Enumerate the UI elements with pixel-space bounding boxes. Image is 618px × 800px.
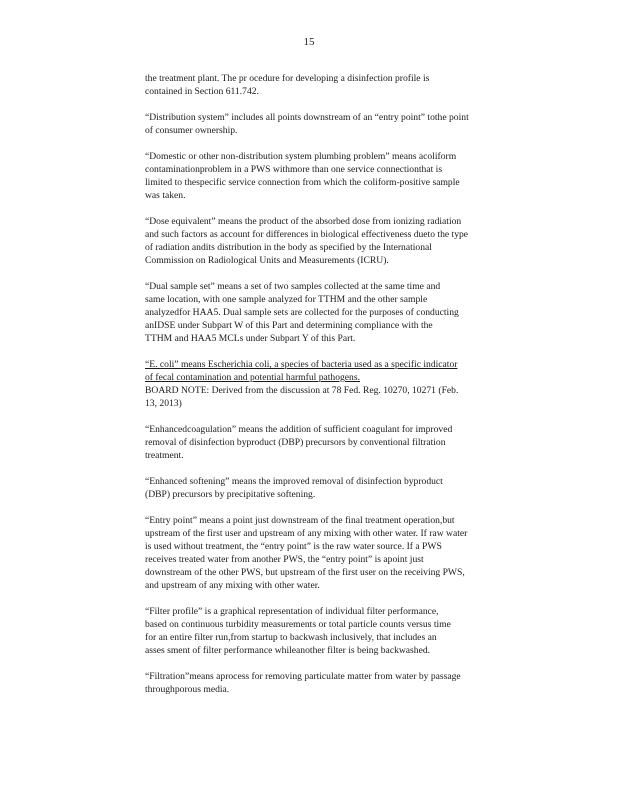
text-line: is used without treatment, the “entry point” is the raw water source. If a PWS (145, 541, 442, 552)
text-line: “Domestic or other non-distribution system plumbing problem” means acoliform (145, 151, 457, 162)
board-note-line: 13, 2013) (145, 398, 182, 409)
definition-distribution-system (145, 111, 547, 137)
definition-dual-sample-set (145, 280, 547, 345)
text-line: contaminationproblem in a PWS withmore than one service connectionthat is (145, 164, 443, 175)
definition-dose-equivalent (145, 215, 547, 267)
document-body (145, 72, 547, 709)
text-line: “Enhancedcoagulation” means the addition of sufficient coagulant for improved (145, 424, 453, 435)
text-line: same location, with one sample analyzed for TTHM and the other sample (145, 294, 428, 305)
definition-enhanced-softening (145, 475, 547, 501)
definition-entry-point (145, 514, 547, 592)
board-note-line: BOARD NOTE: Derived from the discussion at 78 Fed. Reg. 10270, 10271 (Feb. (145, 385, 459, 396)
underlined-text-line: of fecal contamination and potential harmful pathogens. (145, 372, 360, 383)
text-line: TTHM and HAA5 MCLs under Subpart Y of this Part. (145, 333, 356, 344)
text-line: asses sment of filter performance whileanother filter is being backwashed. (145, 645, 431, 656)
definition-filtration (145, 670, 547, 696)
text-line: the treatment plant. The pr ocedure for developing a disinfection profile is (145, 73, 430, 84)
definition-domestic-plumbing-problem (145, 150, 547, 202)
text-line: upstream of the first user and upstream of any mixing with other water. If raw water (145, 528, 468, 539)
text-line: for an entire filter run,from startup to backwash inclusively, that includes an (145, 632, 437, 643)
text-line: based on continuous turbidity measurements or total particle counts versus time (145, 619, 451, 630)
text-line: throughporous media. (145, 684, 230, 695)
text-line: and such factors as account for differences in biological effectiveness dueto the type (145, 229, 469, 240)
text-line: “Entry point” means a point just downstream of the final treatment operation,but (145, 515, 455, 526)
text-line: removal of disinfection byproduct (DBP) precursors by conventional filtration (145, 437, 446, 448)
text-line: “Dose equivalent” means the product of the absorbed dose from ionizing radiation (145, 216, 462, 227)
text-line: “Dual sample set” means a set of two samples collected at the same time and (145, 281, 441, 292)
text-line: and upstream of any mixing with other water. (145, 580, 320, 591)
text-line: contained in Section 611.742. (145, 86, 259, 97)
text-line: analyzedfor HAA5. Dual sample sets are collected for the purposes of conducting (145, 307, 459, 318)
text-line: Commission on Radiological Units and Measurements (ICRU). (145, 255, 389, 266)
text-line: (DBP) precursors by precipitative softening. (145, 489, 316, 500)
text-line: of radiation andits distribution in the body as specified by the International (145, 242, 432, 253)
text-line: “Enhanced softening” means the improved removal of disinfection byproduct (145, 476, 443, 487)
text-line: “Filtration”means aprocess for removing particulate matter from water by passage (145, 671, 461, 682)
paragraph-disinfection-profile-continuation (145, 72, 547, 98)
text-line: downstream of the other PWS, but upstream of the first user on the receiving PWS, (145, 567, 465, 578)
text-line: “Filter profile” is a graphical representation of individual filter performance, (145, 606, 439, 617)
definition-e-coli (145, 358, 547, 410)
text-line: receives treated water from another PWS, the “entry point” is apoint just (145, 554, 424, 565)
definition-filter-profile (145, 605, 547, 657)
text-line: was taken. (145, 190, 186, 201)
text-line: anIDSE under Subpart W of this Part and determining compliance with the (145, 320, 433, 331)
text-line: of consumer ownership. (145, 125, 238, 136)
text-line: “Distribution system” includes all points downstream of an “entry point” tothe point (145, 112, 469, 123)
definition-enhanced-coagulation (145, 423, 547, 462)
text-line: treatment. (145, 450, 184, 461)
page-number: 15 (303, 36, 315, 48)
underlined-text-line: “E. coli” means Escherichia coli, a species of bacteria used as a specific indicator (145, 359, 458, 370)
text-line: limited to thespecific service connection from which the coliform-positive sample (145, 177, 460, 188)
